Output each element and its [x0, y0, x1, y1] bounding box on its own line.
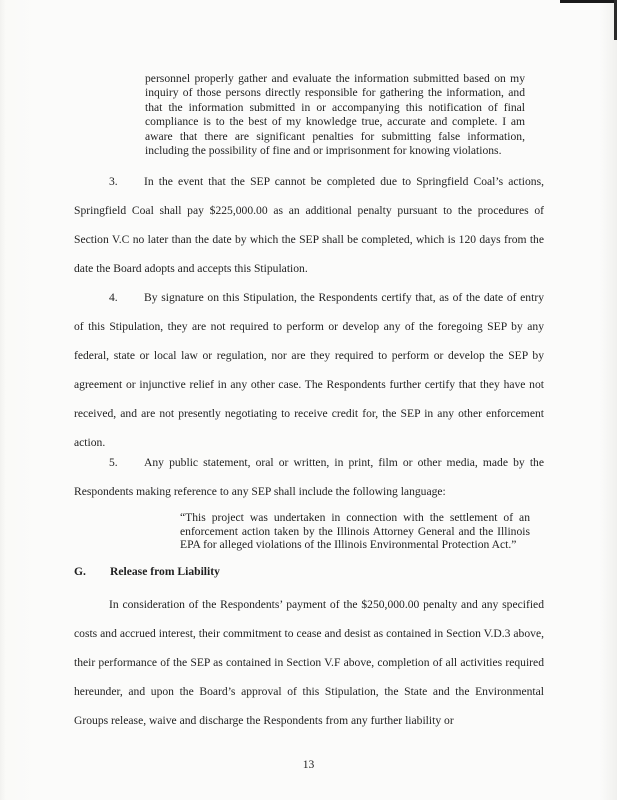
paragraph-4 — [74, 283, 544, 457]
paragraph-number: 5. — [109, 456, 118, 469]
page-number: 13 — [302, 758, 315, 771]
paragraph-number: 4. — [109, 291, 118, 304]
section-heading — [74, 565, 220, 578]
paragraph-text: Any public statement, oral or written, in print, film or other media, made by the Respondents making reference to any SEP shall include the following language: — [74, 456, 544, 498]
section-letter: G. — [74, 565, 86, 578]
certification-quote-continuation — [145, 72, 525, 158]
section-title: Release from Liability — [110, 565, 220, 578]
paragraph-5 — [74, 448, 544, 506]
paragraph-3 — [74, 167, 544, 283]
quote-text: personnel properly gather and evaluate the information submitted based on my inquiry of those persons directly responsible for gathering the information, and that the information submitted in or accompanying this notification of final compliance is to the best of my knowledge true, accurate and complete. I am aware that there are significant penalties for submitting false information, including the possibility of fine and or imprisonment for knowing violations. — [145, 72, 525, 158]
release-paragraph: In consideration of the Respondents’ payment of the $250,000.00 penalty and any specified costs and accrued interest, their commitment to cease and desist as contained in Section V.D.3 above, their performance of the SEP as contained in Section V.F above, completion of all activities required hereunder, and upon the Board’s approval of this Stipulation, the State and the Environmental Groups release, waive and discharge the Respondents from any further liability or — [74, 598, 544, 727]
paragraph-text: By signature on this Stipulation, the Respondents certify that, as of the date of entry of this Stipulation, they are not required to perform or develop any of the foregoing SEP by any federal, state or local law or regulation, nor are they required to perform or develop the SEP by agreement or injunctive relief in any other case. The Respondents further certify that they have not received, and are not presently negotiating to receive credit for, the SEP in any other enforcement action. — [74, 291, 544, 449]
required-language-quote: “This project was undertaken in connection with the settlement of an enforcement action taken by the Illinois Attorney General and the Illinois EPA for alleged violations of the Illinois Environmental Protection Act.” — [180, 511, 530, 552]
paragraph-text: In the event that the SEP cannot be completed due to Springfield Coal’s actions, Springfield Coal shall pay $225,000.00 as an additional penalty pursuant to the procedures of Section V.C no later than the date by which the SEP shall be completed, which is 120 days from the date the Board adopts and accepts this Stipulation. — [74, 175, 544, 275]
paragraph-number: 3. — [109, 175, 118, 188]
scan-edge-top — [560, 0, 617, 3]
